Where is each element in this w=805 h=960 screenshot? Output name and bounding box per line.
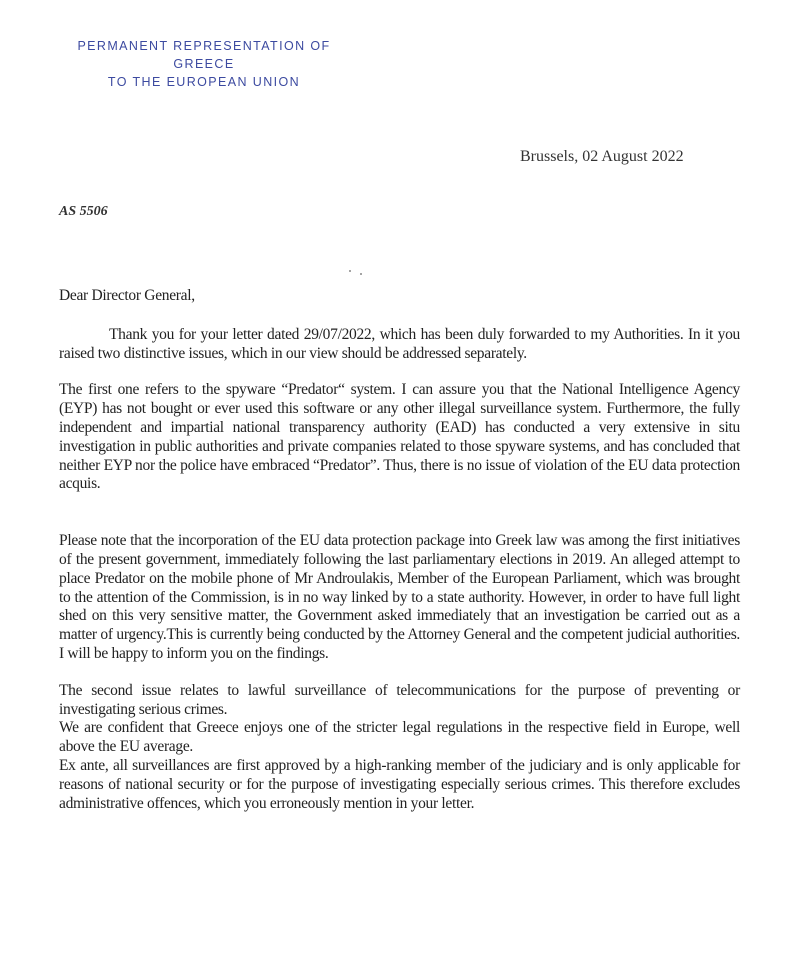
letterhead [48, 37, 360, 91]
reference-number: AS 5506 [59, 204, 108, 219]
paragraph-predator: The first one refers to the spyware “Predator“ system. I can assure you that the National Intelligence Agency (EYP) has not bought or ever used this software or any other illegal surveillance system. Furthermore, the fully independent and impartial national transparency authority (EAD) has conducted a very extensive in situ investigation in public authorities and private companies related to those spyware systems, and has concluded that neither EYP nor the police have embraced “Predator”. Thus, there is no issue of violation of the EU data protection acquis. [59, 381, 740, 493]
letter-body [59, 287, 740, 813]
paragraph-second-issue: The second issue relates to lawful surveillance of telecommunications for the purpose of preventing or investigating serious crimes. [59, 681, 740, 718]
paragraph-intro: Thank you for your letter dated 29/07/2022, which has been duly forwarded to my Authorities. In it you raised two distinctive issues, which in our view should be addressed separately. [59, 325, 740, 362]
dateline: Brussels, 02 August 2022 [520, 148, 684, 165]
salutation: Dear Director General, [59, 287, 195, 304]
scan-speck [349, 270, 351, 272]
paragraph-ex-ante: Ex ante, all surveillances are first approved by a high-ranking member of the judiciary and is only applicable for reasons of national security or for the purpose of investigating especially serious crimes. This therefore excludes administrative offences, which you erroneously mention in your letter. [59, 756, 740, 812]
letterhead-line-1: PERMANENT REPRESENTATION OF GREECE [77, 39, 331, 71]
paragraph-confidence: We are confident that Greece enjoys one of the stricter legal regulations in the respective field in Europe, well above the EU average. [59, 719, 740, 756]
scan-speck [360, 273, 362, 275]
paragraph-data-protection: Please note that the incorporation of the EU data protection package into Greek law was among the first initiatives of the present government, immediately following the last parliamentary elections in 2019. An alleged attempt to place Predator on the mobile phone of Mr Androulakis, Member of the European Parliament, which was brought to the attention of the Commission, is in no way linked by to a state authority. However, in order to have full light shed on this very sensitive matter, the Government asked immediately that an investigation be carried out as a matter of urgency.This is currently being conducted by the Attorney General and the competent judicial authorities. I will be happy to inform you on the findings. [59, 532, 740, 662]
letterhead-line-2: TO THE EUROPEAN UNION [107, 75, 301, 89]
